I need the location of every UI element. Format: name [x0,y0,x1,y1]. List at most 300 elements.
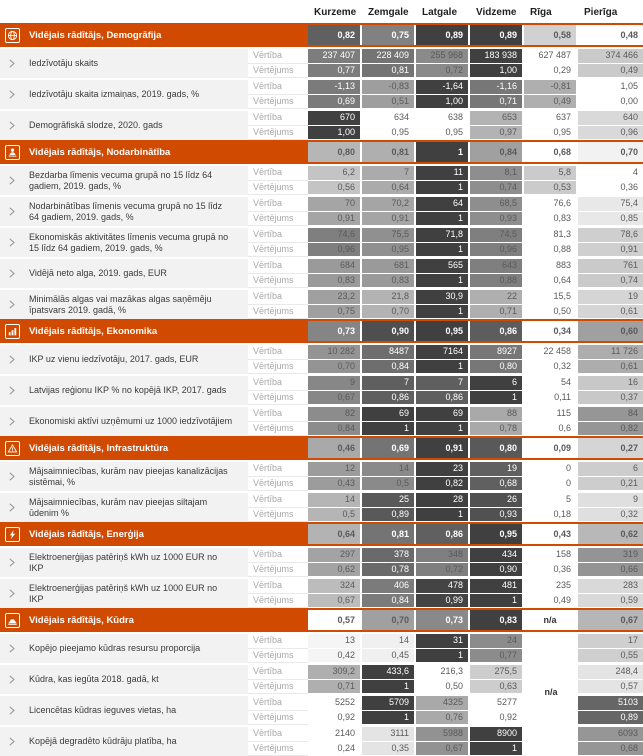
rating-cell: 0,37 [578,391,643,406]
value-cell: 115 [524,407,578,422]
indicator-label-cell[interactable] [0,80,248,109]
rating-cell: 0,29 [524,64,578,79]
value-cell: 12 [308,462,362,477]
value-cell: 883 [524,259,578,274]
value-cell: 158 [524,548,578,563]
value-cell: 75,5 [362,228,416,243]
section-header [0,319,643,343]
indicator-row[interactable] [0,579,643,608]
rating-cell: 0,74 [578,274,643,289]
value-cell: 565 [416,259,470,274]
row-type-label-rating: Vērtējums [248,742,308,756]
value-cell: 433,6 [362,665,416,680]
chevron-right-icon[interactable] [9,207,15,216]
value-cell: -1,64 [416,80,470,95]
section-value-cell: 0,27 [578,438,643,458]
value-cell: 7 [362,376,416,391]
indicator-row[interactable] [0,548,643,577]
value-cell: 6 [470,376,524,391]
value-cell: 481 [470,579,524,594]
section-value-cell: 0,86 [470,321,524,341]
value-cell: 406 [362,579,416,594]
indicator-label-cell[interactable] [0,259,248,288]
rating-cell: 0,59 [578,594,643,609]
indicator-row[interactable] [0,197,643,226]
rating-cell: 0,95 [416,126,470,141]
value-cell: 28 [416,493,470,508]
value-cell: 76,6 [524,197,578,212]
rating-cell: 0,5 [308,508,362,523]
rating-cell: 0,91 [308,212,362,227]
value-cell: 255 968 [416,49,470,64]
value-cell: 14 [362,634,416,649]
value-cell: 5103 [578,696,643,711]
value-cell: 640 [578,111,643,126]
rating-cell: 0,97 [470,126,524,141]
column-header-latgale: Latgale [416,7,470,18]
worker-icon [5,145,20,160]
rating-cell: 0,89 [362,508,416,523]
row-type-label-rating: Vērtējums [248,594,308,609]
section-title: Vidējais rādītājs, Infrastruktūra [29,443,168,454]
rating-cell: 0,43 [308,477,362,492]
chevron-right-icon[interactable] [9,737,15,746]
indicator-row[interactable] [0,493,643,522]
row-type-label-value: Vērtība [248,665,308,680]
rating-cell: 0,96 [578,126,643,141]
section-3 [0,319,643,436]
row-type-label-value: Vērtība [248,634,308,649]
rating-cell: 0,70 [362,305,416,320]
section-value-cell: 0,73 [308,321,362,341]
chevron-right-icon[interactable] [9,644,15,653]
row-type-label-rating: Vērtējums [248,391,308,406]
section-header-label [0,321,308,341]
section-value-cell: 0,60 [578,321,643,341]
rating-cell: 0,86 [416,391,470,406]
section-value-cell: 0,86 [416,524,470,544]
value-cell: 78,6 [578,228,643,243]
section-value-cell: 0,89 [416,25,470,45]
indicator-label: Elektroenerģijas patēriņš kWh uz 1000 EUR no IKP [29,552,234,574]
row-type-label-value: Vērtība [248,345,308,360]
rating-cell: 0,83 [308,274,362,289]
row-type-label-rating: Vērtējums [248,422,308,437]
row-type-label-rating: Vērtējums [248,649,308,664]
value-cell: 8900 [470,727,524,742]
rating-cell: 0,74 [470,181,524,196]
chevron-right-icon[interactable] [9,675,15,684]
rating-cell: 0,78 [362,563,416,578]
value-cell: 5 [524,493,578,508]
row-type-label-value: Vērtība [248,80,308,95]
value-cell: 30,9 [416,290,470,305]
rating-cell: 0,70 [308,360,362,375]
value-cell: 6093 [578,727,643,742]
section-value-cell: 0,90 [362,321,416,341]
rating-cell: 0,21 [578,477,643,492]
rating-cell: 1 [416,212,470,227]
rating-cell: 0,63 [470,680,524,695]
section-value-cell: 0,67 [578,610,643,630]
indicator-row[interactable] [0,407,643,436]
row-type-label-value: Vērtība [248,376,308,391]
chevron-right-icon[interactable] [9,269,15,278]
section-value-cell: 0,75 [362,25,416,45]
rating-cell: 0,96 [470,243,524,258]
value-cell: 378 [362,548,416,563]
value-cell: 478 [416,579,470,594]
section-title: Vidējais rādītājs, Enerģija [29,529,144,540]
section-value-cell: 0,80 [308,142,362,162]
rating-cell: 1 [470,391,524,406]
value-cell: 637 [524,111,578,126]
section-4 [0,436,643,522]
lightning-icon [5,527,20,542]
chevron-right-icon[interactable] [9,417,15,426]
indicator-label-cell[interactable] [0,634,248,663]
section-value-cell: 0,68 [524,142,578,162]
row-type-label-rating: Vērtējums [248,680,308,695]
rating-cell: 0,82 [416,477,470,492]
row-type-label-rating: Vērtējums [248,477,308,492]
chevron-right-icon[interactable] [9,121,15,130]
section-header [0,23,643,47]
value-cell: 15,5 [524,290,578,305]
section-title: Vidējais rādītājs, Demogrāfija [29,30,161,41]
section-value-cell: 0,64 [308,524,362,544]
section-value-cell: 0,81 [362,142,416,162]
indicator-label: Demogrāfiskā slodze, 2020. gads [29,120,163,131]
value-cell: 5,8 [524,166,578,181]
indicator-label-cell[interactable] [0,727,248,756]
rating-cell: 0,93 [470,212,524,227]
indicator-label-cell[interactable] [0,290,248,319]
column-header-riga: Rīga [524,7,578,18]
section-header-label [0,142,308,162]
rating-cell: 0,84 [362,360,416,375]
value-cell: 434 [470,548,524,563]
rating-cell: 1 [416,422,470,437]
value-cell: 11 [416,166,470,181]
value-cell: 5709 [362,696,416,711]
row-type-label-rating: Vērtējums [248,508,308,523]
value-cell: -1,13 [308,80,362,95]
value-cell: 374 466 [578,49,643,64]
rating-cell: 0,32 [578,508,643,523]
value-cell: 68,5 [470,197,524,212]
rating-cell: 0,32 [524,360,578,375]
value-cell: 309,2 [308,665,362,680]
value-cell: 11 726 [578,345,643,360]
value-cell: 283 [578,579,643,594]
value-cell: 1,05 [578,80,643,95]
row-type-label-value: Vērtība [248,579,308,594]
rating-cell: 0,18 [524,508,578,523]
value-cell [524,696,578,711]
indicator-label-cell[interactable] [0,407,248,436]
indicator-label-cell[interactable] [0,665,248,694]
value-cell: -0,81 [524,80,578,95]
na-merged-label: n/a [524,687,578,697]
row-type-label-rating: Vērtējums [248,360,308,375]
rating-cell: 0,55 [578,649,643,664]
rating-cell: 1 [416,243,470,258]
rating-cell: 1 [470,594,524,609]
indicator-label: Ekonomiski aktīvi uzņēmumi uz 1000 iedzīvotājiem [29,416,232,427]
indicator-row[interactable] [0,376,643,405]
value-cell: 0 [524,462,578,477]
section-value-cell: 0,82 [308,25,362,45]
indicator-row[interactable] [0,259,643,288]
indicator-label: Iedzīvotāju skaita izmaiņas, 2019. gads, % [29,89,199,100]
rating-cell: 0,95 [362,243,416,258]
column-header-zemgale: Zemgale [362,7,416,18]
rating-cell: 0,11 [524,391,578,406]
indicator-label-cell[interactable] [0,493,248,522]
indicator-label: Minimālās algas vai mazākas algas saņēmēju īpatsvars 2019. gadā, % [29,294,234,316]
indicator-row[interactable] [0,228,643,257]
peat-mound-icon [5,613,20,628]
rating-cell: 0,99 [416,594,470,609]
rating-cell: 0,69 [308,95,362,110]
row-type-label-value: Vērtība [248,259,308,274]
value-cell [524,727,578,742]
section-header-label [0,524,308,544]
rating-cell: 1,00 [308,126,362,141]
section-value-cell: 0,70 [362,610,416,630]
value-cell: 23 [416,462,470,477]
rating-cell: 0,95 [362,126,416,141]
rating-cell: 1 [416,274,470,289]
rating-cell: 0,77 [308,64,362,79]
indicator-label-cell[interactable] [0,345,248,374]
chevron-right-icon[interactable] [9,386,15,395]
indicator-label: Mājsaimniecības, kurām nav pieejas kanalizācijas sistēmai, % [29,466,234,488]
indicator-label: Nodarbinātības līmenis vecuma grupā no 15 līdz 64 gadiem, 2019. gads, % [29,201,234,223]
rating-cell: 0,90 [470,563,524,578]
value-cell: 74,5 [470,228,524,243]
row-type-label-value: Vērtība [248,228,308,243]
section-5 [0,522,643,608]
value-cell: 5988 [416,727,470,742]
section-header-label [0,610,308,630]
row-type-label-value: Vērtība [248,111,308,126]
value-cell: 71,8 [416,228,470,243]
section-value-cell: 0,34 [524,321,578,341]
row-type-label-rating: Vērtējums [248,126,308,141]
row-type-label-value: Vērtība [248,197,308,212]
rating-cell: 1 [362,711,416,726]
column-header-kurzeme: Kurzeme [308,7,362,18]
value-cell: 324 [308,579,362,594]
section-header-label [0,438,308,458]
section-value-cell: n/a [524,610,578,630]
section-value-cell: 0,84 [470,142,524,162]
rating-cell: 0,61 [578,360,643,375]
rating-cell: 0,68 [578,742,643,756]
value-cell: 23,2 [308,290,362,305]
section-header [0,522,643,546]
rating-cell: 0,81 [362,64,416,79]
indicator-label-cell[interactable] [0,376,248,405]
row-type-label-rating: Vērtējums [248,95,308,110]
value-cell: 19 [470,462,524,477]
section-value-cell: 0,89 [470,25,524,45]
rating-cell: 0,76 [416,711,470,726]
value-cell: 761 [578,259,643,274]
row-type-label-rating: Vērtējums [248,711,308,726]
indicator-label-cell[interactable] [0,49,248,78]
indicator-label: IKP uz vienu iedzīvotāju, 2017. gads, EUR [29,354,198,365]
rating-cell: 1 [362,422,416,437]
value-cell: 84 [578,407,643,422]
value-cell: 7 [362,166,416,181]
indicator-row[interactable] [0,49,643,78]
value-cell [524,634,578,649]
value-cell: 5252 [308,696,362,711]
indicator-label-cell[interactable] [0,548,248,577]
value-cell: 2140 [308,727,362,742]
rating-cell: 0,72 [416,64,470,79]
column-header-pieriga: Pierīga [578,7,643,18]
rating-cell: 0,50 [524,305,578,320]
row-type-label-value: Vērtība [248,166,308,181]
value-cell: 70,2 [362,197,416,212]
indicator-label-cell[interactable] [0,197,248,226]
chevron-right-icon[interactable] [9,238,15,247]
section-value-cell: 0,62 [578,524,643,544]
section-value-cell: 0,95 [416,321,470,341]
value-cell: 26 [470,493,524,508]
section-value-cell: 0,83 [470,610,524,630]
row-type-label-value: Vērtība [248,462,308,477]
warning-triangle-icon [5,441,20,456]
rating-cell: 0,67 [308,391,362,406]
value-cell: 634 [362,111,416,126]
value-cell: 8,1 [470,166,524,181]
section-value-cell: 0,95 [470,524,524,544]
value-cell: 69 [416,407,470,422]
section-value-cell: 1 [416,142,470,162]
chevron-right-icon[interactable] [9,59,15,68]
indicator-row[interactable] [0,634,643,663]
value-cell: 24 [470,634,524,649]
value-cell: 7 [416,376,470,391]
rating-cell: 0,61 [578,305,643,320]
rating-cell: 0,88 [524,243,578,258]
indicator-label: Licencētas kūdras ieguves vietas, ha [29,705,176,716]
chevron-right-icon[interactable] [9,176,15,185]
indicator-label: Iedzīvotāju skaits [29,58,98,69]
value-cell: 16 [578,376,643,391]
value-cell: 6 [578,462,643,477]
indicator-label-cell[interactable] [0,111,248,140]
indicator-row[interactable] [0,345,643,374]
value-cell: -0,83 [362,80,416,95]
chevron-right-icon[interactable] [9,90,15,99]
indicator-row[interactable] [0,80,643,109]
value-cell: 7164 [416,345,470,360]
section-value-cell: 0,57 [308,610,362,630]
chevron-right-icon[interactable] [9,355,15,364]
value-cell: 684 [308,259,362,274]
chevron-right-icon[interactable] [9,503,15,512]
rating-cell: 0,80 [470,360,524,375]
value-cell: 13 [308,634,362,649]
chevron-right-icon[interactable] [9,558,15,567]
value-cell: 9 [578,493,643,508]
indicator-row[interactable] [0,290,643,319]
value-cell: 17 [578,634,643,649]
value-cell: 64 [416,197,470,212]
section-value-cell: 0,80 [470,438,524,458]
rating-cell: 0,75 [308,305,362,320]
indicator-row[interactable] [0,462,643,491]
indicator-row[interactable] [0,166,643,195]
indicator-row[interactable] [0,696,643,725]
row-type-label-value: Vērtība [248,290,308,305]
rating-cell: 1,00 [470,64,524,79]
chevron-right-icon[interactable] [9,589,15,598]
rating-cell: 0,82 [578,422,643,437]
value-cell: 3111 [362,727,416,742]
chevron-right-icon[interactable] [9,300,15,309]
chevron-right-icon[interactable] [9,706,15,715]
rating-cell: 0,50 [416,680,470,695]
indicator-label-cell[interactable] [0,228,248,257]
rating-cell: 0,57 [578,680,643,695]
value-cell: 6,2 [308,166,362,181]
value-cell: 5277 [470,696,524,711]
rating-cell: 0,35 [362,742,416,756]
sections-container [0,23,643,756]
rating-cell: 0,89 [578,711,643,726]
value-cell: 70 [308,197,362,212]
rating-cell: 1 [470,742,524,756]
rating-cell: 0,91 [362,212,416,227]
section-title: Vidējais rādītājs, Ekonomika [29,326,157,337]
value-cell: 248,4 [578,665,643,680]
row-type-label-rating: Vērtējums [248,274,308,289]
indicator-label-cell[interactable] [0,166,248,195]
section-title: Vidējais rādītājs, Nodarbinātība [29,147,170,158]
rating-cell: 0,56 [308,181,362,196]
indicator-label-cell[interactable] [0,696,248,725]
rating-cell: 0,66 [578,563,643,578]
row-type-label-rating: Vērtējums [248,64,308,79]
value-cell: 216,3 [416,665,470,680]
section-value-cell: 0,46 [308,438,362,458]
indicator-row[interactable] [0,111,643,140]
rating-cell: 0,45 [362,649,416,664]
value-cell: 653 [470,111,524,126]
section-value-cell: 0,81 [362,524,416,544]
section-header [0,140,643,164]
indicator-label-cell[interactable] [0,462,248,491]
value-cell: 9 [308,376,362,391]
section-value-cell: 0,48 [578,25,643,45]
indicator-row[interactable] [0,727,643,756]
chevron-right-icon[interactable] [9,472,15,481]
indicator-label: Bezdarba līmenis vecuma grupā no 15 līdz 64 gadiem, 2019. gads, % [29,170,234,192]
rating-cell: 1 [416,181,470,196]
indicator-label: Elektroenerģijas patēriņš kWh uz 1000 EUR no IKP [29,583,234,605]
value-cell: 183 938 [470,49,524,64]
row-type-label-rating: Vērtējums [248,181,308,196]
indicator-label-cell[interactable] [0,579,248,608]
rating-cell: 0,67 [308,594,362,609]
